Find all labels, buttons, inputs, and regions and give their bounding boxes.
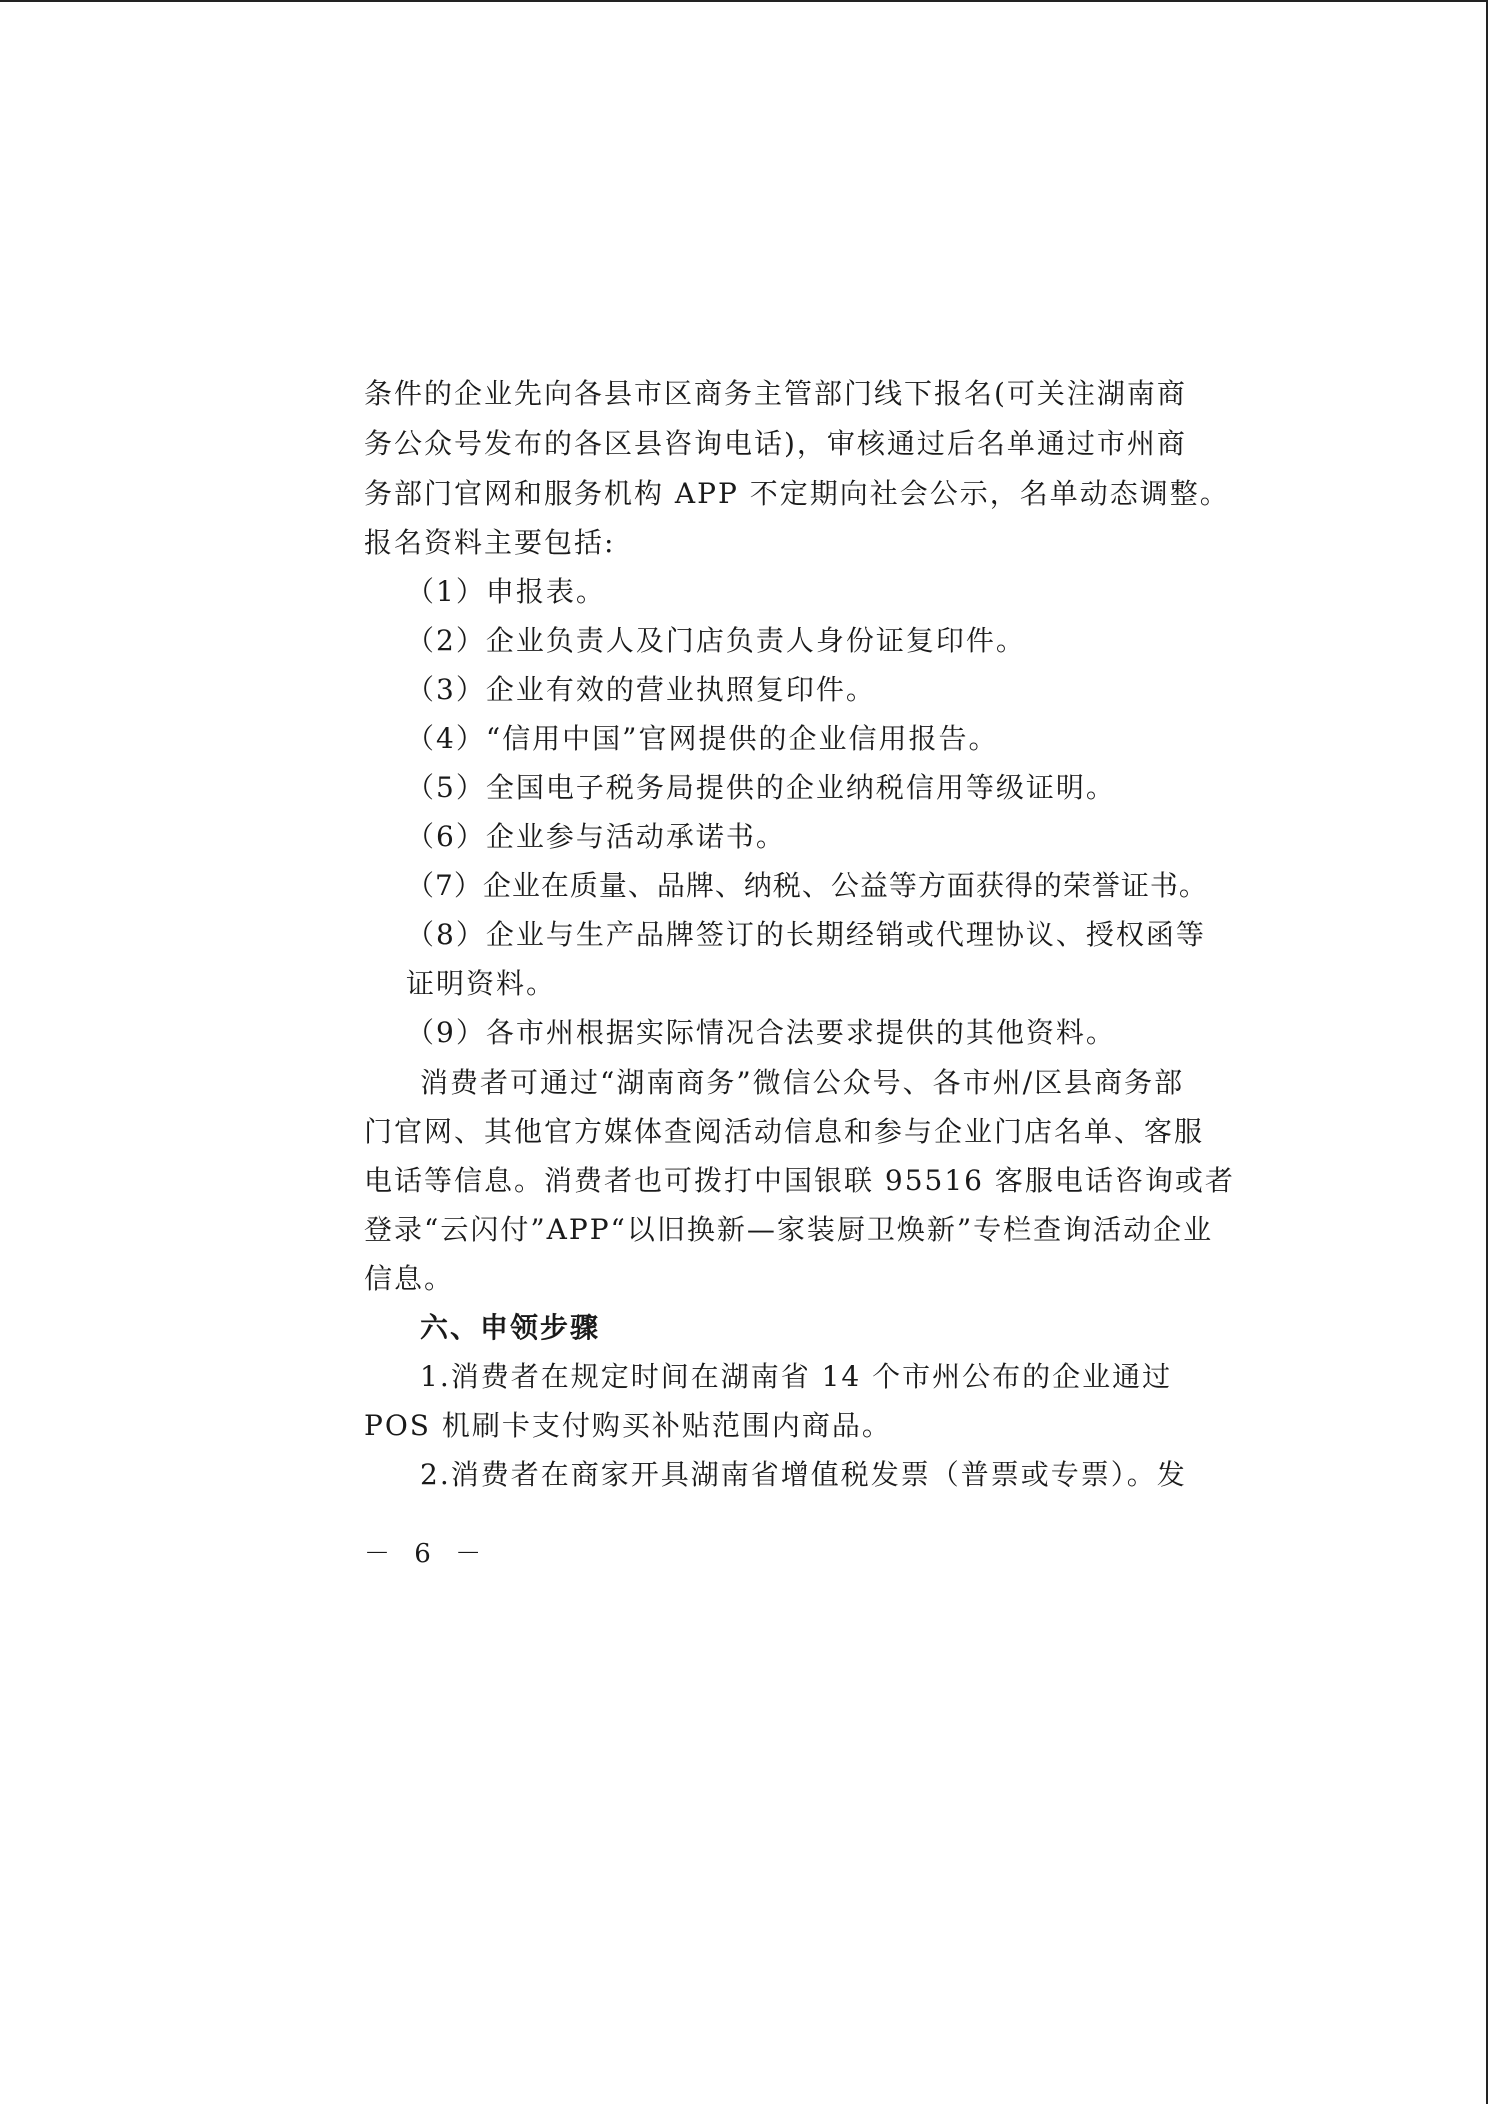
paragraph-line: 2.消费者在商家开具湖南省增值税发票（普票或专票）。发 xyxy=(420,1458,1187,1491)
list-item: （8）企业与生产品牌签订的长期经销或代理协议、授权函等 xyxy=(406,918,1206,951)
paragraph-line: 条件的企业先向各县市区商务主管部门线下报名(可关注湖南商 xyxy=(364,377,1187,410)
paragraph-line: 电话等信息。消费者也可拨打中国银联 95516 客服电话咨询或者 xyxy=(364,1164,1235,1197)
list-item: （6）企业参与活动承诺书。 xyxy=(406,820,786,853)
paragraph-line: 报名资料主要包括: xyxy=(364,526,616,559)
list-item: （5）全国电子税务局提供的企业纳税信用等级证明。 xyxy=(406,771,1116,804)
list-item-continuation: 证明资料。 xyxy=(406,967,557,1000)
list-item: （9）各市州根据实际情况合法要求提供的其他资料。 xyxy=(406,1016,1116,1049)
paragraph-line: POS 机刷卡支付购买补贴范围内商品。 xyxy=(364,1409,892,1442)
list-item: （3）企业有效的营业执照复印件。 xyxy=(406,673,876,706)
paragraph-line: 信息。 xyxy=(364,1262,455,1295)
paragraph-line: 登录“云闪付”APP“以旧换新—家装厨卫焕新”专栏查询活动企业 xyxy=(364,1213,1214,1246)
list-item: （1）申报表。 xyxy=(406,575,606,608)
paragraph-line: 1.消费者在规定时间在湖南省 14 个市州公布的企业通过 xyxy=(420,1360,1173,1393)
list-item: （7）企业在质量、品牌、纳税、公益等方面获得的荣誉证书。 xyxy=(406,869,1208,902)
paragraph-line: 消费者可通过“湖南商务”微信公众号、各市州/区县商务部 xyxy=(420,1066,1185,1099)
paragraph-line: 务部门官网和服务机构 APP 不定期向社会公示，名单动态调整。 xyxy=(364,477,1230,510)
page-border-top xyxy=(0,0,1488,2)
list-item: （2）企业负责人及门店负责人身份证复印件。 xyxy=(406,624,1026,657)
page-number: － 6 － xyxy=(364,1539,490,1569)
section-heading: 六、申领步骤 xyxy=(420,1311,601,1344)
paragraph-line: 务公众号发布的各区县咨询电话)，审核通过后名单通过市州商 xyxy=(364,427,1187,460)
paragraph-line: 门官网、其他官方媒体查阅活动信息和参与企业门店名单、客服 xyxy=(364,1115,1205,1148)
list-item: （4）“信用中国”官网提供的企业信用报告。 xyxy=(406,722,999,755)
